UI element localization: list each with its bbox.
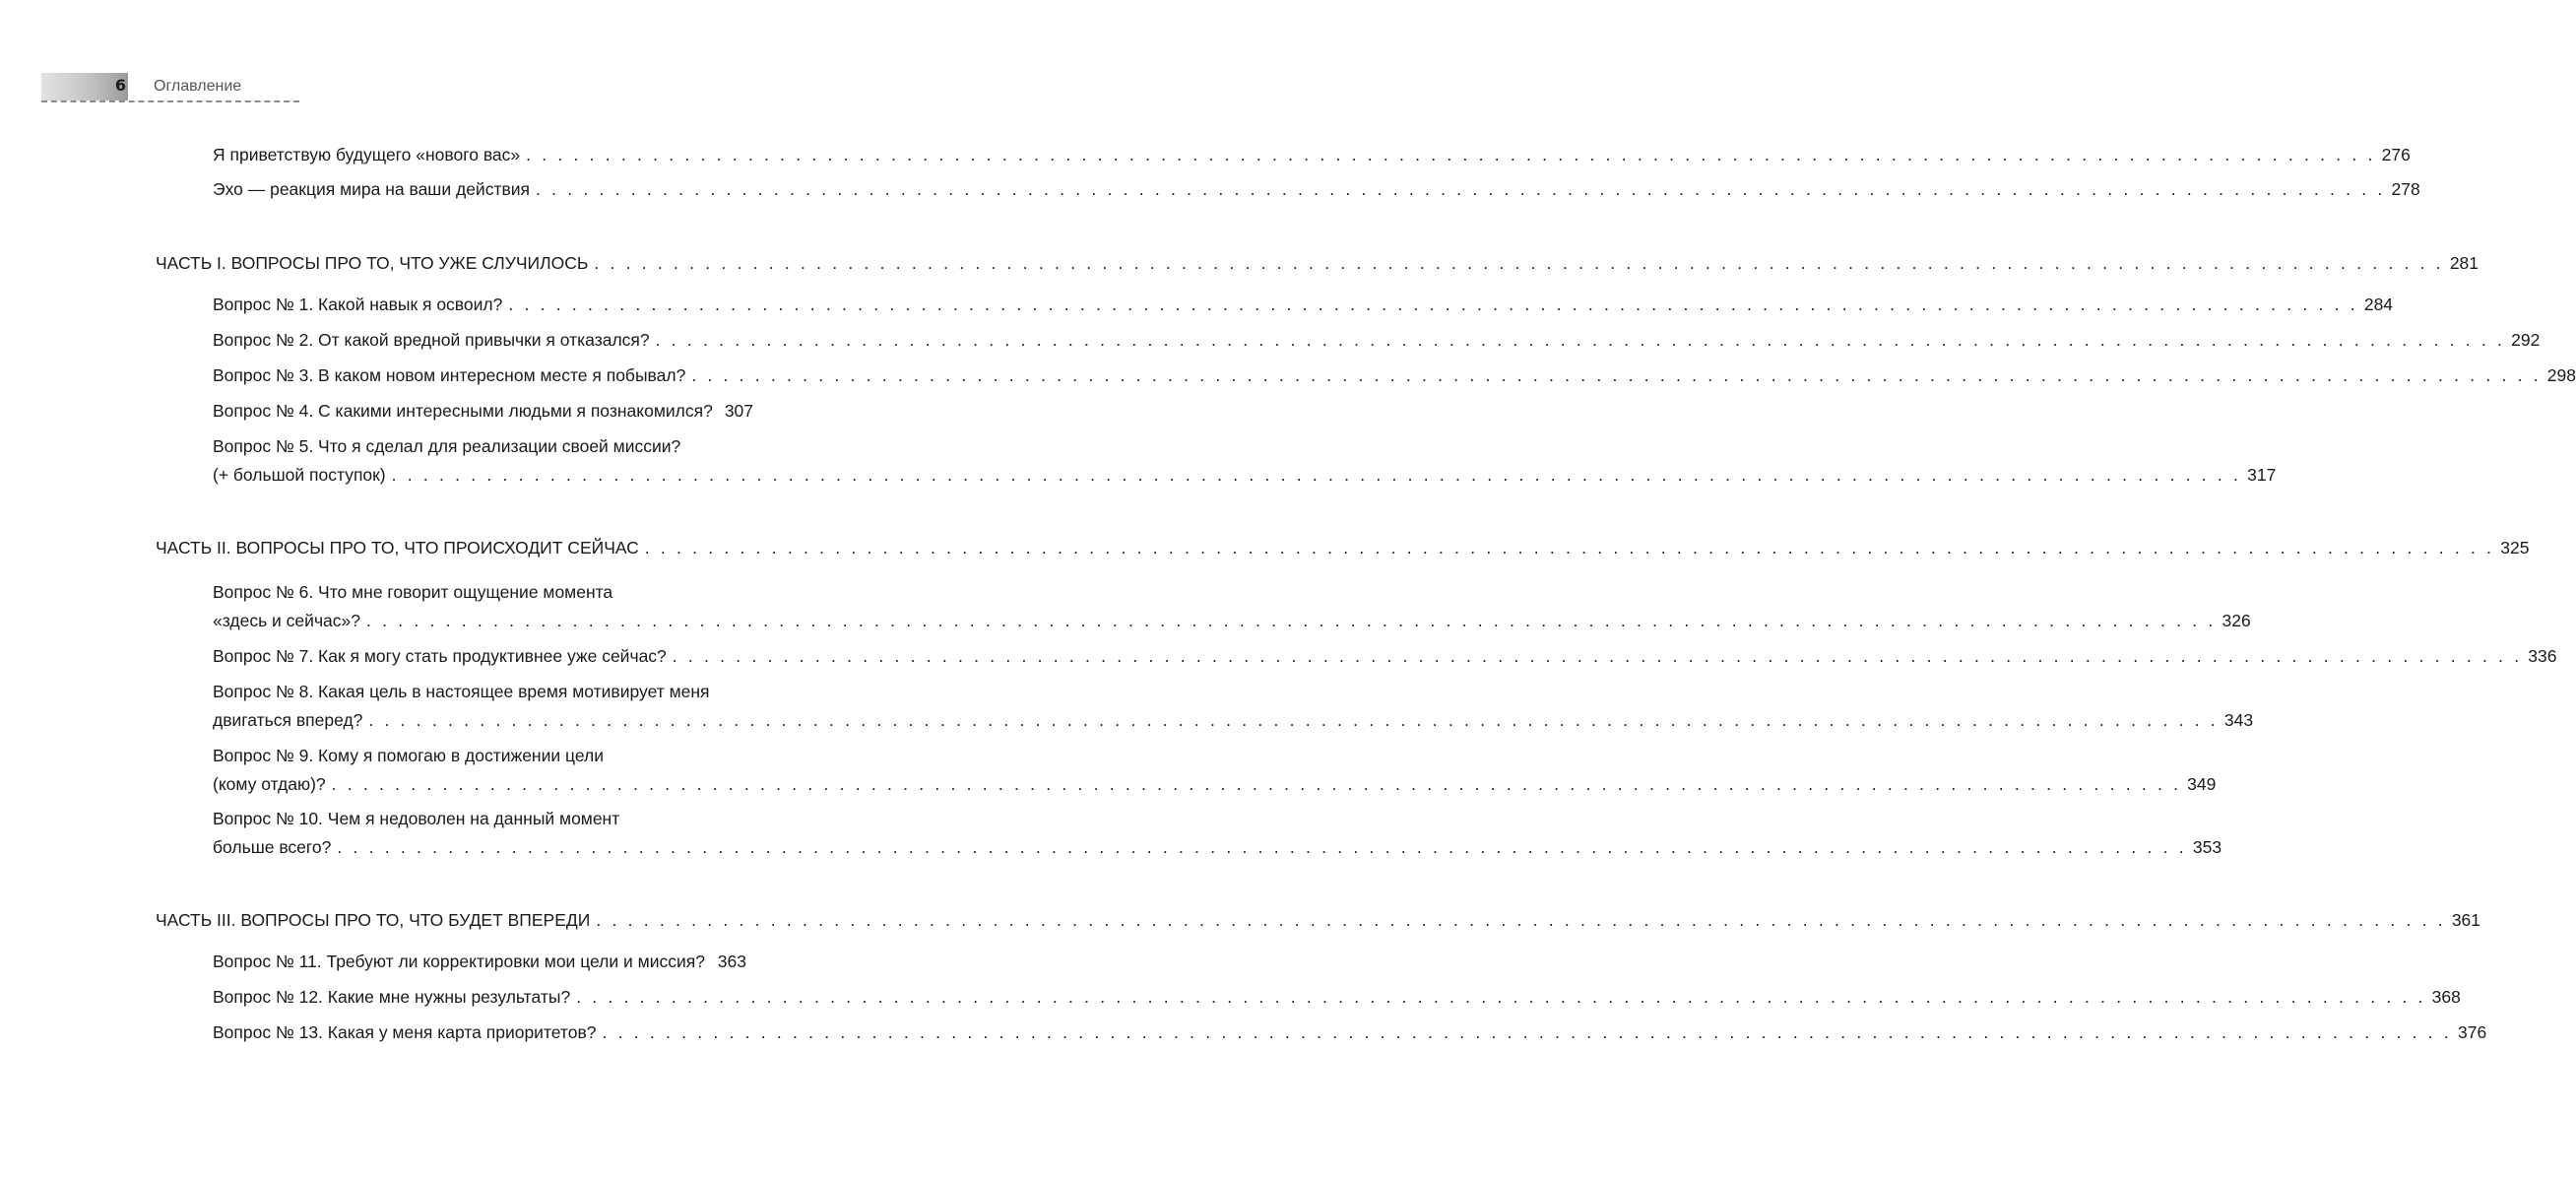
toc-leader-dots xyxy=(332,772,2181,796)
toc-page-number: 343 xyxy=(2223,710,2254,730)
toc-leader-dots xyxy=(526,143,2375,166)
toc-entry-title-line1: Вопрос № 6. Что мне говорит ощущение момента xyxy=(213,582,613,602)
toc-entry-title-line1: Вопрос № 9. Кому я помогаю в достижении цели xyxy=(213,746,604,765)
toc-leader-dots xyxy=(603,1020,2452,1044)
toc-part-title: ЧАСТЬ III. ВОПРОСЫ ПРО ТО, ЧТО БУДЕТ ВПЕРЕДИ xyxy=(156,910,591,930)
toc-entry-title: Вопрос № 11. Требуют ли корректировки мои цели и миссия? xyxy=(213,952,705,971)
toc-page-number: 326 xyxy=(2222,611,2251,630)
toc-leader-dots xyxy=(337,835,2186,859)
toc-entry xyxy=(213,835,2222,859)
toc-entry xyxy=(213,1020,2487,1044)
toc-entry-title: (кому отдаю)? xyxy=(213,774,326,794)
toc-entry-title-line1: Вопрос № 8. Какая цель в настоящее время мотивирует меня xyxy=(213,682,710,701)
toc-page-number: 363 xyxy=(717,952,746,971)
toc-page-number: 349 xyxy=(2187,774,2217,794)
page-number: 6 xyxy=(114,76,126,95)
toc-entry xyxy=(213,328,2541,352)
toc-page-number: 278 xyxy=(2391,179,2420,199)
toc-page-number: 361 xyxy=(2451,910,2481,930)
toc-page-number: 353 xyxy=(2192,837,2222,857)
toc-page-number: 281 xyxy=(2449,253,2479,273)
toc-page-number: 298 xyxy=(2546,365,2576,385)
toc-entry xyxy=(213,363,2576,387)
toc-entry xyxy=(213,950,746,973)
toc-leader-dots xyxy=(508,293,2357,316)
toc-entry-title: (+ большой поступок) xyxy=(213,465,386,485)
toc-leader-dots xyxy=(645,536,2494,559)
toc-leader-dots xyxy=(536,177,2385,201)
header-title: Оглавление xyxy=(154,78,242,95)
toc-entry xyxy=(213,463,2277,487)
toc-entry xyxy=(213,143,2411,166)
running-header xyxy=(41,73,299,102)
toc-entry-title: Вопрос № 2. От какой вредной привычки я отказался? xyxy=(213,330,650,350)
toc-entry xyxy=(213,399,754,423)
toc-page-number: 276 xyxy=(2381,145,2411,164)
toc-leader-dots xyxy=(576,985,2425,1009)
toc-part-heading xyxy=(156,251,2479,275)
toc-part-heading xyxy=(156,908,2481,932)
toc-page-number: 325 xyxy=(2500,538,2530,558)
toc-entry-title: Вопрос № 7. Как я могу стать продуктивнее уже сейчас? xyxy=(213,646,667,666)
toc-entry-title: Эхо — реакция мира на ваши действия xyxy=(213,179,531,199)
toc-part-title: ЧАСТЬ I. ВОПРОСЫ ПРО ТО, ЧТО УЖЕ СЛУЧИЛОСЬ xyxy=(156,253,589,273)
toc-page-number: 336 xyxy=(2528,646,2557,666)
toc-entry-title: двигаться вперед? xyxy=(213,710,363,730)
toc-entry-title: Вопрос № 13. Какая у меня карта приоритетов? xyxy=(213,1022,597,1042)
toc-entry xyxy=(213,177,2420,201)
toc-leader-dots xyxy=(691,363,2541,387)
toc-entry xyxy=(213,985,2461,1009)
toc-page-number: 284 xyxy=(2363,295,2394,314)
toc-leader-dots xyxy=(596,908,2445,932)
toc-page-number: 368 xyxy=(2431,987,2461,1007)
toc-page-number: 376 xyxy=(2457,1022,2487,1042)
toc-entry-title: Вопрос № 1. Какой навык я освоил? xyxy=(213,295,503,314)
toc-entry xyxy=(213,644,2557,668)
toc-part-heading xyxy=(156,536,2530,559)
toc-leader-dots xyxy=(392,463,2241,487)
toc-leader-dots xyxy=(673,644,2522,668)
toc-leader-dots xyxy=(594,251,2443,275)
toc-entry-title-line1: Вопрос № 10. Чем я недоволен на данный момент xyxy=(213,809,620,828)
toc-entry-title: Вопрос № 3. В каком новом интересном месте я побывал? xyxy=(213,365,686,385)
toc-entry xyxy=(213,772,2217,796)
toc-page-number: 307 xyxy=(724,401,754,421)
header-dashed-rule xyxy=(41,100,299,102)
toc-entry-title: больше всего? xyxy=(213,837,332,857)
toc-entry-title: «здесь и сейчас»? xyxy=(213,611,361,630)
toc-leader-dots xyxy=(366,609,2216,632)
toc-page-number: 317 xyxy=(2247,465,2277,485)
toc-leader-dots xyxy=(656,328,2505,352)
toc-leader-dots xyxy=(368,708,2218,732)
toc-entry xyxy=(213,708,2254,732)
toc-entry-title-line1: Вопрос № 5. Что я сделал для реализации своей миссии? xyxy=(213,436,681,456)
toc-entry xyxy=(213,609,2251,632)
toc-entry-title: Вопрос № 12. Какие мне нужны результаты? xyxy=(213,987,571,1007)
toc-entry-title: Я приветствую будущего «нового вас» xyxy=(213,145,521,164)
toc-entry xyxy=(213,293,2394,316)
toc-part-title: ЧАСТЬ II. ВОПРОСЫ ПРО ТО, ЧТО ПРОИСХОДИТ СЕЙЧАС xyxy=(156,538,639,558)
toc-page-number: 292 xyxy=(2511,330,2541,350)
toc-entry-title: Вопрос № 4. С какими интересными людьми я познакомился? xyxy=(213,401,713,421)
